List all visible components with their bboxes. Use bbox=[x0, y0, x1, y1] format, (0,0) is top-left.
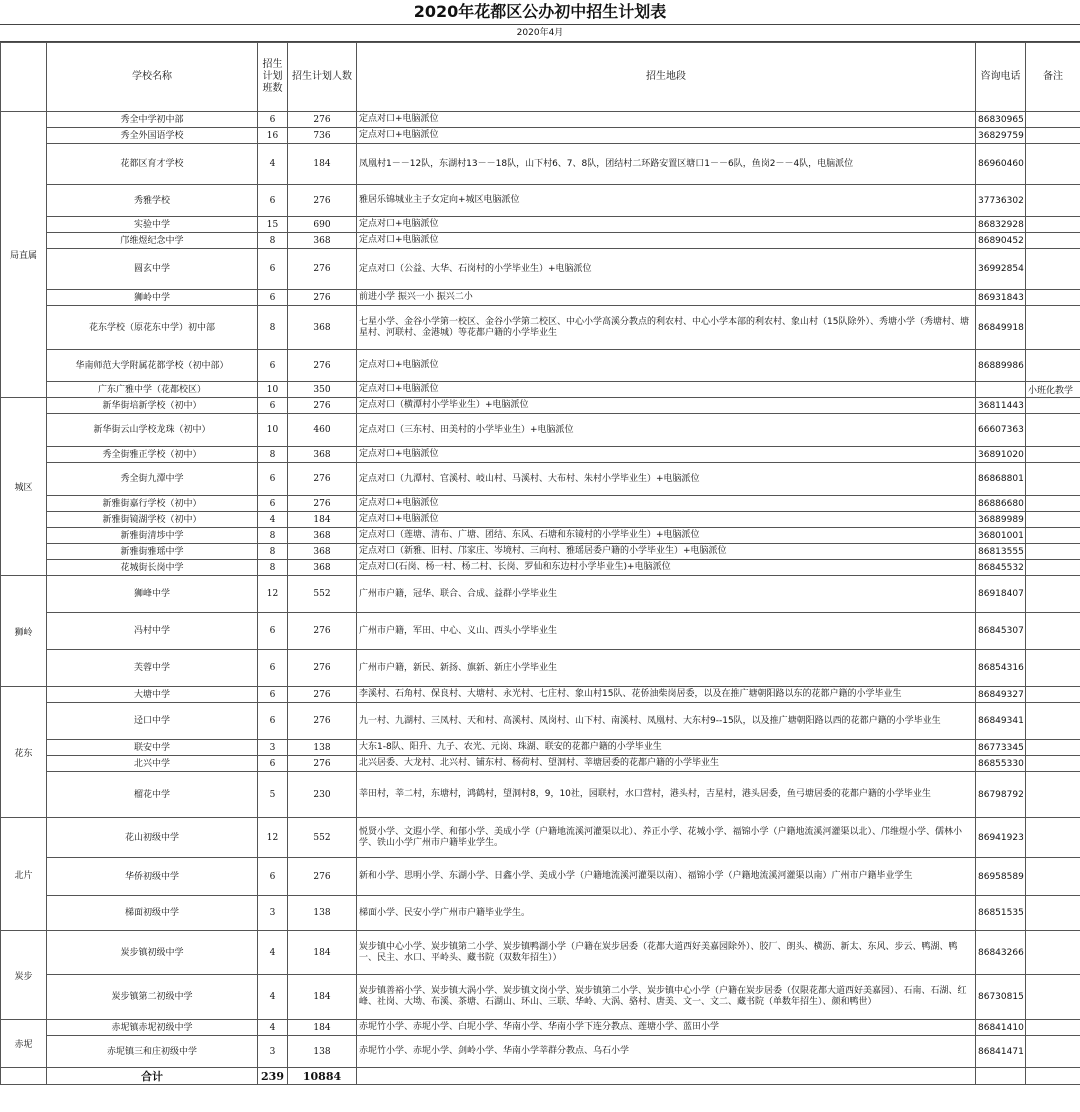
note-cell bbox=[1026, 128, 1080, 144]
phone-cell: 36891020 bbox=[976, 447, 1026, 463]
class-count-cell: 6 bbox=[258, 350, 288, 382]
phone-cell: 86851535 bbox=[976, 896, 1026, 931]
class-count-cell: 16 bbox=[258, 128, 288, 144]
school-name-cell: 冯村中学 bbox=[47, 613, 258, 650]
class-count-cell: 4 bbox=[258, 512, 288, 528]
plan-count-cell: 368 bbox=[288, 560, 357, 576]
class-count-cell: 4 bbox=[258, 144, 288, 185]
plan-count-cell: 276 bbox=[288, 290, 357, 306]
area-cell: 定点对口（三东村、田美村的小学毕业生）+电脑派位 bbox=[357, 414, 976, 447]
total-label: 合计 bbox=[47, 1068, 258, 1085]
school-name-cell: 迳口中学 bbox=[47, 703, 258, 740]
area-cell: 定点对口+电脑派位 bbox=[357, 512, 976, 528]
table-row bbox=[1, 1020, 1080, 1036]
table-row bbox=[1, 512, 1080, 528]
school-name-cell: 花东学校（原花东中学）初中部 bbox=[47, 306, 258, 350]
region-cell: 花东 bbox=[1, 687, 47, 818]
area-cell: 广州市户籍，冠华、联合、合成、益群小学毕业生 bbox=[357, 576, 976, 613]
region-cell: 局直属 bbox=[1, 112, 47, 398]
phone-cell: 86941923 bbox=[976, 818, 1026, 858]
school-name-cell: 秀全外国语学校 bbox=[47, 128, 258, 144]
school-name-cell: 联安中学 bbox=[47, 740, 258, 756]
school-name-cell: 邝维煜纪念中学 bbox=[47, 233, 258, 249]
note-cell bbox=[1026, 447, 1080, 463]
table-row bbox=[1, 1036, 1080, 1068]
school-name-cell: 新华街云山学校龙珠（初中） bbox=[47, 414, 258, 447]
phone-cell: 36829759 bbox=[976, 128, 1026, 144]
phone-cell: 86958589 bbox=[976, 858, 1026, 896]
note-cell bbox=[1026, 249, 1080, 290]
phone-cell: 86886680 bbox=[976, 496, 1026, 512]
class-count-cell: 8 bbox=[258, 447, 288, 463]
area-cell: 七星小学、金谷小学第一校区、金谷小学第二校区、中心小学高溪分教点的利农村、中心小学本部的利农村、象山村（15队除外）、秀塘小学（秀塘村、塘星村、河联村、金港城）等花都户籍的小学毕业生 bbox=[357, 306, 976, 350]
school-name-cell: 大塘中学 bbox=[47, 687, 258, 703]
note-cell bbox=[1026, 772, 1080, 818]
area-cell: 定点对口+电脑派位 bbox=[357, 217, 976, 233]
table-row bbox=[1, 128, 1080, 144]
area-cell: 定点对口+电脑派位 bbox=[357, 112, 976, 128]
class-count-cell: 8 bbox=[258, 544, 288, 560]
plan-count-cell: 276 bbox=[288, 350, 357, 382]
table-row bbox=[1, 414, 1080, 447]
total-plan: 10884 bbox=[288, 1068, 357, 1085]
phone-cell: 86813555 bbox=[976, 544, 1026, 560]
class-count-cell: 6 bbox=[258, 613, 288, 650]
plan-count-cell: 184 bbox=[288, 512, 357, 528]
table-row bbox=[1, 217, 1080, 233]
class-count-cell: 6 bbox=[258, 249, 288, 290]
area-cell: 李溪村、石角村、保良村、大塘村、永光村、七庄村、象山村15队、花侨油柴岗居委，以及在推广塘朝阳路以东的花都户籍的小学毕业生 bbox=[357, 687, 976, 703]
note-cell bbox=[1026, 650, 1080, 687]
school-name-cell: 炭步镇初级中学 bbox=[47, 931, 258, 975]
note-cell: 小班化教学 bbox=[1026, 382, 1080, 398]
note-cell bbox=[1026, 1020, 1080, 1036]
table-row bbox=[1, 613, 1080, 650]
area-cell: 定点对口(石岗、杨一村、杨二村、长岗、罗仙和东边村小学毕业生)+电脑派位 bbox=[357, 560, 976, 576]
total-classes: 239 bbox=[258, 1068, 288, 1085]
class-count-cell: 6 bbox=[258, 185, 288, 217]
plan-count-cell: 276 bbox=[288, 687, 357, 703]
note-cell bbox=[1026, 512, 1080, 528]
class-count-cell: 4 bbox=[258, 1020, 288, 1036]
school-name-cell: 新雅街嘉行学校（初中） bbox=[47, 496, 258, 512]
phone-cell: 86849327 bbox=[976, 687, 1026, 703]
note-cell bbox=[1026, 896, 1080, 931]
table-row bbox=[1, 185, 1080, 217]
header-plan: 招生计划人数 bbox=[288, 43, 357, 112]
plan-count-cell: 138 bbox=[288, 896, 357, 931]
note-cell bbox=[1026, 528, 1080, 544]
class-count-cell: 15 bbox=[258, 217, 288, 233]
table-row bbox=[1, 528, 1080, 544]
note-cell bbox=[1026, 233, 1080, 249]
phone-cell: 86849341 bbox=[976, 703, 1026, 740]
school-name-cell: 华侨初级中学 bbox=[47, 858, 258, 896]
table-row bbox=[1, 931, 1080, 975]
area-cell: 广州市户籍，新民、新扬、旗新、新庄小学毕业生 bbox=[357, 650, 976, 687]
note-cell bbox=[1026, 496, 1080, 512]
class-count-cell: 8 bbox=[258, 233, 288, 249]
area-cell: 北兴居委、大龙村、北兴村、铺东村、杨荷村、望洞村、莘塘居委的花都户籍的小学毕业生 bbox=[357, 756, 976, 772]
school-name-cell: 华南师范大学附属花都学校（初中部） bbox=[47, 350, 258, 382]
class-count-cell: 6 bbox=[258, 463, 288, 496]
phone-cell: 36801001 bbox=[976, 528, 1026, 544]
plan-count-cell: 276 bbox=[288, 858, 357, 896]
area-cell: 定点对口（新雅、旧村、邝家庄、岑境村、三向村、雅瑶居委户籍的小学毕业生）+电脑派位 bbox=[357, 544, 976, 560]
class-count-cell: 8 bbox=[258, 306, 288, 350]
header-area: 招生地段 bbox=[357, 43, 976, 112]
phone-cell: 86868801 bbox=[976, 463, 1026, 496]
school-name-cell: 梯面初级中学 bbox=[47, 896, 258, 931]
table-row bbox=[1, 975, 1080, 1020]
school-name-cell: 榴花中学 bbox=[47, 772, 258, 818]
area-cell: 定点对口（九潭村、官溪村、岐山村、马溪村、大布村、朱村小学毕业生）+电脑派位 bbox=[357, 463, 976, 496]
area-cell: 定点对口+电脑派位 bbox=[357, 233, 976, 249]
plan-count-cell: 276 bbox=[288, 398, 357, 414]
phone-cell: 86960460 bbox=[976, 144, 1026, 185]
area-cell: 赤坭竹小学、赤坭小学、剑岭小学、华南小学莘群分教点、乌石小学 bbox=[357, 1036, 976, 1068]
school-name-cell: 广东广雅中学（花都校区） bbox=[47, 382, 258, 398]
plan-count-cell: 276 bbox=[288, 496, 357, 512]
table-row bbox=[1, 290, 1080, 306]
table-row bbox=[1, 772, 1080, 818]
class-count-cell: 4 bbox=[258, 975, 288, 1020]
area-cell: 定点对口（横潭村小学毕业生）+电脑派位 bbox=[357, 398, 976, 414]
plan-count-cell: 276 bbox=[288, 249, 357, 290]
area-cell: 九一村、九湖村、三凤村、天和村、高溪村、凤岗村、山下村、南溪村、凤凰村、大东村9--15队，以及推广塘朝阳路以西的花都户籍的小学毕业生 bbox=[357, 703, 976, 740]
note-cell bbox=[1026, 217, 1080, 233]
note-cell bbox=[1026, 576, 1080, 613]
note-cell bbox=[1026, 756, 1080, 772]
table-row bbox=[1, 560, 1080, 576]
table-row bbox=[1, 350, 1080, 382]
school-name-cell: 实验中学 bbox=[47, 217, 258, 233]
region-cell: 狮岭 bbox=[1, 576, 47, 687]
table-row bbox=[1, 496, 1080, 512]
total-phone bbox=[976, 1068, 1026, 1085]
table-row bbox=[1, 544, 1080, 560]
school-name-cell: 狮峰中学 bbox=[47, 576, 258, 613]
school-name-cell: 花都区育才学校 bbox=[47, 144, 258, 185]
note-cell bbox=[1026, 463, 1080, 496]
table-title: 2020年花都区公办初中招生计划表 bbox=[0, 0, 1080, 25]
class-count-cell: 6 bbox=[258, 290, 288, 306]
table-row bbox=[1, 896, 1080, 931]
phone-cell: 86773345 bbox=[976, 740, 1026, 756]
note-cell bbox=[1026, 740, 1080, 756]
region-cell: 赤坭 bbox=[1, 1020, 47, 1068]
table-row bbox=[1, 144, 1080, 185]
class-count-cell: 6 bbox=[258, 112, 288, 128]
area-cell: 莘田村，莘二村，东塘村，鸿鹤村，望洞村8，9，10社，园联村，水口营村，港头村，吉星村，港头居委，鱼弓塘居委的花都户籍的小学毕业生 bbox=[357, 772, 976, 818]
school-name-cell: 圆玄中学 bbox=[47, 249, 258, 290]
area-cell: 广州市户籍，军田、中心、义山、西头小学毕业生 bbox=[357, 613, 976, 650]
area-cell: 大东1-8队、阳升、九子、农光、元岗、珠湖、联安的花都户籍的小学毕业生 bbox=[357, 740, 976, 756]
table-row bbox=[1, 447, 1080, 463]
class-count-cell: 12 bbox=[258, 576, 288, 613]
phone-cell: 86855330 bbox=[976, 756, 1026, 772]
region-cell: 北片 bbox=[1, 818, 47, 931]
plan-count-cell: 368 bbox=[288, 233, 357, 249]
plan-count-cell: 184 bbox=[288, 931, 357, 975]
plan-count-cell: 276 bbox=[288, 185, 357, 217]
note-cell bbox=[1026, 185, 1080, 217]
phone-cell: 86845532 bbox=[976, 560, 1026, 576]
school-name-cell: 秀雅学校 bbox=[47, 185, 258, 217]
area-cell: 炭步镇中心小学、炭步镇第二小学、炭步镇鸭湖小学（户籍在炭步居委（花都大道西好美嘉园除外）、胶厂、朗头、横沥、新太、东风、步云、鸭湖、鸭一、民主、水口、平岭头、藏书院（双数年招生）） bbox=[357, 931, 976, 975]
table-row bbox=[1, 398, 1080, 414]
plan-count-cell: 368 bbox=[288, 528, 357, 544]
school-name-cell: 新雅街清埗中学 bbox=[47, 528, 258, 544]
region-cell: 炭步 bbox=[1, 931, 47, 1020]
area-cell: 定点对口+电脑派位 bbox=[357, 128, 976, 144]
table-row bbox=[1, 703, 1080, 740]
plan-count-cell: 276 bbox=[288, 112, 357, 128]
class-count-cell: 8 bbox=[258, 560, 288, 576]
phone-cell: 86798792 bbox=[976, 772, 1026, 818]
total-row bbox=[1, 1068, 1080, 1085]
phone-cell bbox=[976, 382, 1026, 398]
table-row bbox=[1, 249, 1080, 290]
note-cell bbox=[1026, 144, 1080, 185]
school-name-cell: 新雅街镜湖学校（初中） bbox=[47, 512, 258, 528]
class-count-cell: 3 bbox=[258, 1036, 288, 1068]
header-school: 学校名称 bbox=[47, 43, 258, 112]
note-cell bbox=[1026, 703, 1080, 740]
plan-count-cell: 368 bbox=[288, 306, 357, 350]
area-cell: 凤凰村1－－12队，东湖村13－－18队，山下村6、7、8队，团结村二环路安置区塘口1－－6队，鱼岗2－－4队，电脑派位 bbox=[357, 144, 976, 185]
phone-cell: 86918407 bbox=[976, 576, 1026, 613]
plan-count-cell: 552 bbox=[288, 576, 357, 613]
note-cell bbox=[1026, 1036, 1080, 1068]
note-cell bbox=[1026, 306, 1080, 350]
class-count-cell: 6 bbox=[258, 703, 288, 740]
phone-cell: 86841471 bbox=[976, 1036, 1026, 1068]
note-cell bbox=[1026, 687, 1080, 703]
table-row bbox=[1, 233, 1080, 249]
table-row bbox=[1, 576, 1080, 613]
plan-count-cell: 184 bbox=[288, 1020, 357, 1036]
class-count-cell: 8 bbox=[258, 528, 288, 544]
plan-count-cell: 460 bbox=[288, 414, 357, 447]
note-cell bbox=[1026, 560, 1080, 576]
phone-cell: 86830965 bbox=[976, 112, 1026, 128]
table-row bbox=[1, 756, 1080, 772]
area-cell: 赤坭竹小学、赤坭小学、白坭小学、华南小学、华南小学下连分教点、莲塘小学、蓝田小学 bbox=[357, 1020, 976, 1036]
plan-count-cell: 138 bbox=[288, 740, 357, 756]
note-cell bbox=[1026, 414, 1080, 447]
class-count-cell: 6 bbox=[258, 756, 288, 772]
enrollment-table bbox=[0, 42, 1080, 1085]
area-cell: 定点对口+电脑派位 bbox=[357, 447, 976, 463]
school-name-cell: 花山初级中学 bbox=[47, 818, 258, 858]
area-cell: 定点对口+电脑派位 bbox=[357, 382, 976, 398]
table-row bbox=[1, 463, 1080, 496]
area-cell: 新和小学、思明小学、东湖小学、日鑫小学、美成小学（户籍地流溪河灌渠以南）、福锦小学（户籍地流溪河灌渠以南）广州市户籍毕业学生 bbox=[357, 858, 976, 896]
total-note bbox=[1026, 1068, 1080, 1085]
phone-cell: 86845307 bbox=[976, 613, 1026, 650]
phone-cell: 86849918 bbox=[976, 306, 1026, 350]
plan-count-cell: 368 bbox=[288, 447, 357, 463]
school-name-cell: 秀全街雅正学校（初中） bbox=[47, 447, 258, 463]
class-count-cell: 6 bbox=[258, 650, 288, 687]
region-cell: 城区 bbox=[1, 398, 47, 576]
plan-count-cell: 230 bbox=[288, 772, 357, 818]
school-name-cell: 新华街培新学校（初中） bbox=[47, 398, 258, 414]
table-row bbox=[1, 306, 1080, 350]
class-count-cell: 4 bbox=[258, 931, 288, 975]
phone-cell: 86890452 bbox=[976, 233, 1026, 249]
plan-count-cell: 138 bbox=[288, 1036, 357, 1068]
plan-count-cell: 276 bbox=[288, 613, 357, 650]
table-row bbox=[1, 650, 1080, 687]
class-count-cell: 6 bbox=[258, 496, 288, 512]
school-name-cell: 北兴中学 bbox=[47, 756, 258, 772]
header-row bbox=[1, 43, 1080, 112]
area-cell: 炭步镇善裕小学、炭步镇大涡小学、炭步镇文岗小学、炭步镇第二小学、炭步镇中心小学（户籍在炭步居委（仅限花都大道西好美嘉园）、石南、石湖、红峰、社岗、大坳、布溪、茶塘、石湖山、环山、三联、华岭、大涡、骆村、唐美、文一、文二、藏书院（单数年招生）、颜和鸭世） bbox=[357, 975, 976, 1020]
phone-cell: 36811443 bbox=[976, 398, 1026, 414]
phone-cell: 66607363 bbox=[976, 414, 1026, 447]
school-name-cell: 秀全中学初中部 bbox=[47, 112, 258, 128]
class-count-cell: 5 bbox=[258, 772, 288, 818]
class-count-cell: 6 bbox=[258, 398, 288, 414]
phone-cell: 86854316 bbox=[976, 650, 1026, 687]
total-spacer bbox=[1, 1068, 47, 1085]
plan-count-cell: 276 bbox=[288, 650, 357, 687]
area-cell: 悦贤小学、文遐小学、和郁小学、美成小学（户籍地流溪河灌渠以北）、养正小学、花城小学、福锦小学（户籍地流溪河灌渠以北）、邝维煜小学、儒林小学、铁山小学广州市户籍毕业学生。 bbox=[357, 818, 976, 858]
phone-cell: 36889989 bbox=[976, 512, 1026, 528]
class-count-cell: 6 bbox=[258, 858, 288, 896]
school-name-cell: 秀全街九潭中学 bbox=[47, 463, 258, 496]
phone-cell: 86832928 bbox=[976, 217, 1026, 233]
plan-count-cell: 184 bbox=[288, 975, 357, 1020]
note-cell bbox=[1026, 931, 1080, 975]
school-name-cell: 芙蓉中学 bbox=[47, 650, 258, 687]
note-cell bbox=[1026, 544, 1080, 560]
phone-cell: 86889986 bbox=[976, 350, 1026, 382]
class-count-cell: 3 bbox=[258, 740, 288, 756]
plan-count-cell: 276 bbox=[288, 756, 357, 772]
header-phone: 咨询电话 bbox=[976, 43, 1026, 112]
plan-count-cell: 276 bbox=[288, 463, 357, 496]
phone-cell: 86730815 bbox=[976, 975, 1026, 1020]
school-name-cell: 狮岭中学 bbox=[47, 290, 258, 306]
note-cell bbox=[1026, 858, 1080, 896]
table-row bbox=[1, 382, 1080, 398]
plan-count-cell: 552 bbox=[288, 818, 357, 858]
note-cell bbox=[1026, 818, 1080, 858]
area-cell: 定点对口（莲塘、清布、广塘、团结、东风、石塘和东镜村的小学毕业生）+电脑派位 bbox=[357, 528, 976, 544]
note-cell bbox=[1026, 290, 1080, 306]
table-row bbox=[1, 687, 1080, 703]
area-cell: 定点对口+电脑派位 bbox=[357, 350, 976, 382]
plan-count-cell: 690 bbox=[288, 217, 357, 233]
class-count-cell: 3 bbox=[258, 896, 288, 931]
school-name-cell: 新雅街雅瑶中学 bbox=[47, 544, 258, 560]
table-row bbox=[1, 818, 1080, 858]
plan-count-cell: 368 bbox=[288, 544, 357, 560]
area-cell: 前进小学 振兴一小 振兴二小 bbox=[357, 290, 976, 306]
phone-cell: 86841410 bbox=[976, 1020, 1026, 1036]
note-cell bbox=[1026, 398, 1080, 414]
note-cell bbox=[1026, 350, 1080, 382]
note-cell bbox=[1026, 613, 1080, 650]
table-row bbox=[1, 858, 1080, 896]
plan-count-cell: 276 bbox=[288, 703, 357, 740]
plan-count-cell: 184 bbox=[288, 144, 357, 185]
area-cell: 梯面小学、民安小学广州市户籍毕业学生。 bbox=[357, 896, 976, 931]
school-name-cell: 赤坭镇三和庄初级中学 bbox=[47, 1036, 258, 1068]
school-name-cell: 炭步镇第二初级中学 bbox=[47, 975, 258, 1020]
class-count-cell: 10 bbox=[258, 414, 288, 447]
total-area bbox=[357, 1068, 976, 1085]
area-cell: 定点对口（公益、大华、石岗村的小学毕业生）+电脑派位 bbox=[357, 249, 976, 290]
area-cell: 定点对口+电脑派位 bbox=[357, 496, 976, 512]
phone-cell: 86931843 bbox=[976, 290, 1026, 306]
plan-count-cell: 350 bbox=[288, 382, 357, 398]
phone-cell: 86843266 bbox=[976, 931, 1026, 975]
class-count-cell: 12 bbox=[258, 818, 288, 858]
area-cell: 雅居乐锦城业主子女定向+城区电脑派位 bbox=[357, 185, 976, 217]
phone-cell: 36992854 bbox=[976, 249, 1026, 290]
phone-cell: 37736302 bbox=[976, 185, 1026, 217]
class-count-cell: 6 bbox=[258, 687, 288, 703]
note-cell bbox=[1026, 112, 1080, 128]
table-row bbox=[1, 740, 1080, 756]
date-label: 2020年4月 bbox=[0, 25, 1080, 42]
table-row bbox=[1, 112, 1080, 128]
plan-count-cell: 736 bbox=[288, 128, 357, 144]
school-name-cell: 赤坭镇赤坭初级中学 bbox=[47, 1020, 258, 1036]
header-region bbox=[1, 43, 47, 112]
school-name-cell: 花城街长岗中学 bbox=[47, 560, 258, 576]
header-classes: 招生计划班数 bbox=[258, 43, 288, 112]
class-count-cell: 10 bbox=[258, 382, 288, 398]
header-note: 备注 bbox=[1026, 43, 1080, 112]
note-cell bbox=[1026, 975, 1080, 1020]
